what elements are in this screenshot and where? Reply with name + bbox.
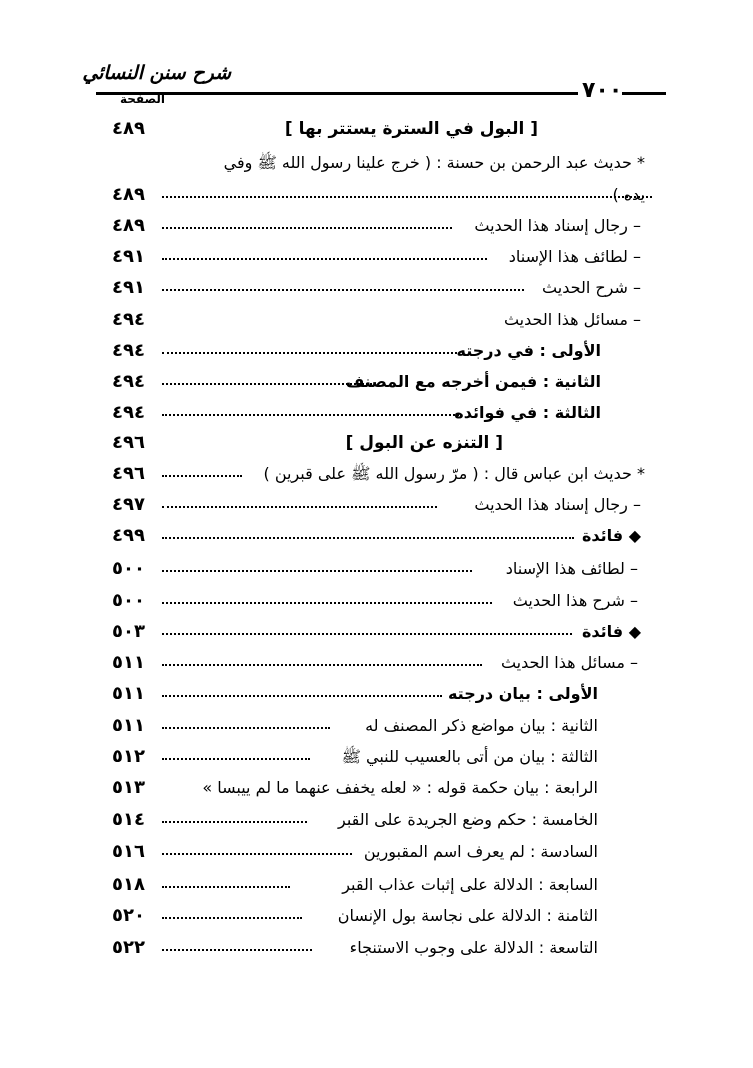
toc-page-number: ٤٨٩	[112, 184, 145, 205]
toc-entry-text: – شرح الحديث	[542, 278, 641, 297]
toc-entry-text: – مسائل هذا الحديث	[500, 653, 638, 672]
toc-row	[0, 398, 753, 428]
leader-dots	[162, 886, 290, 888]
toc-page-number: ٤٩٤	[112, 309, 145, 330]
toc-row	[0, 773, 753, 803]
leader-dots	[162, 695, 442, 697]
toc-row	[0, 114, 753, 144]
leader-dots	[162, 570, 472, 572]
leader-dots	[162, 227, 452, 229]
leader-dots	[162, 664, 482, 666]
toc-entry-text: الأولى : في درجته	[456, 341, 601, 360]
book-title: شرح سنن النسائي	[82, 62, 231, 84]
toc-row	[0, 805, 753, 835]
toc-page-number: ٤٩٩	[112, 525, 145, 546]
toc-entry-text: الثانية : فيمن أخرجه مع المصنف	[345, 372, 601, 391]
toc-entry-text: الثالثة : في فوائده	[454, 403, 601, 422]
toc-row	[0, 148, 753, 178]
toc-row	[0, 901, 753, 931]
leader-dots	[162, 633, 572, 635]
leader-dots	[162, 383, 372, 385]
toc-page-number: ٥١١	[112, 683, 145, 704]
leader-dots	[162, 602, 492, 604]
toc-page-number: ٥٠٠	[112, 590, 145, 611]
toc-entry-text: – رجال إسناد هذا الحديث	[474, 495, 641, 514]
toc-page-number: ٥١٦	[112, 841, 145, 862]
page-column-label: الصفحة	[120, 92, 166, 106]
toc-row	[0, 711, 753, 741]
section-heading: [ التنزه عن البول ]	[345, 433, 503, 453]
section-heading: [ البول في السترة يستتر بها ]	[284, 119, 538, 139]
toc-entry-text: – لطائف هذا الإسناد	[508, 247, 641, 266]
toc-page-number: ٥٠٠	[112, 558, 145, 579]
toc-entry-text: الثامنة : الدلالة على نجاسة بول الإنسان	[337, 906, 598, 925]
toc-entry-text: الأولى : بيان درجته	[447, 684, 598, 703]
toc-row	[0, 837, 753, 867]
toc-row	[0, 242, 753, 272]
leader-dots	[162, 949, 312, 951]
leader-dots	[162, 537, 574, 539]
toc-row	[0, 521, 753, 551]
page-number: ٧٠٠	[582, 78, 623, 103]
leader-dots	[162, 414, 462, 416]
toc-row	[0, 870, 753, 900]
toc-page-number: ٤٩٤	[112, 371, 145, 392]
toc-entry-text: – مسائل هذا الحديث	[503, 310, 641, 329]
toc-row	[0, 336, 753, 366]
toc-row	[0, 305, 753, 335]
toc-page-number: ٥١٤	[112, 809, 145, 830]
toc-entry-text: الثالثة : بيان من أتى بالعسيب للنبي ﷺ	[341, 747, 598, 766]
toc-row	[0, 367, 753, 397]
toc-page-number: ٤٨٩	[112, 215, 145, 236]
toc-page-number: ٤٩٤	[112, 340, 145, 361]
toc-page-number: ٥١١	[112, 652, 145, 673]
leader-dots	[162, 727, 330, 729]
leader-dots	[162, 917, 302, 919]
toc-page-number: ٤٩٦	[112, 432, 145, 453]
toc-row	[0, 617, 753, 647]
toc-row	[0, 933, 753, 963]
toc-entry-text: ◆ فائدة	[581, 622, 641, 641]
leader-dots	[162, 258, 487, 260]
toc-row	[0, 554, 753, 584]
toc-entry-text: * حديث عبد الرحمن بن حسنة : ( خرج علينا رسول الله ﷺ وفي	[223, 153, 645, 172]
toc-row	[0, 428, 753, 458]
toc-row	[0, 459, 753, 489]
leader-dots	[162, 352, 457, 354]
toc-entry-text: السابعة : الدلالة على إثبات عذاب القبر	[342, 875, 598, 894]
toc-row	[0, 742, 753, 772]
toc-page-number: ٤٩١	[112, 277, 145, 298]
toc-entry-text: – رجال إسناد هذا الحديث	[474, 216, 641, 235]
toc-row	[0, 211, 753, 241]
toc-row	[0, 648, 753, 678]
leader-dots	[162, 506, 437, 508]
toc-row	[0, 679, 753, 709]
toc-page-number: ٥١٣	[112, 777, 145, 798]
toc-entry-text: التاسعة : الدلالة على وجوب الاستنجاء	[349, 938, 598, 957]
toc-entry-text: الخامسة : حكم وضع الجريدة على القبر	[337, 810, 598, 829]
toc-page-number: ٥١٢	[112, 746, 145, 767]
toc-row	[0, 490, 753, 520]
leader-dots	[162, 196, 652, 198]
toc-entry-text: * حديث ابن عباس قال : ( مرّ رسول الله ﷺ على قبرين )	[263, 464, 645, 483]
leader-dots	[162, 475, 242, 477]
toc-row	[0, 586, 753, 616]
toc-entry-text: – شرح هذا الحديث	[512, 591, 638, 610]
toc-page-number: ٥٢٠	[112, 905, 145, 926]
toc-page-number: ٤٩٦	[112, 463, 145, 484]
toc-page-number: ٥١٨	[112, 874, 145, 895]
toc-page-number: ٤٩٧	[112, 494, 145, 515]
toc-entry-text: يده )	[612, 185, 645, 204]
toc-page-number: ٤٨٩	[112, 118, 145, 139]
toc-row	[0, 273, 753, 303]
leader-dots	[162, 289, 524, 291]
toc-page-number: ٤٩٤	[112, 402, 145, 423]
toc-page-number: ٤٩١	[112, 246, 145, 267]
toc-entry-text: – لطائف هذا الإسناد	[505, 559, 638, 578]
toc-page-number: ٥٢٢	[112, 937, 145, 958]
toc-entry-text: السادسة : لم يعرف اسم المقبورين	[363, 842, 598, 861]
toc-row	[0, 180, 753, 210]
leader-dots	[162, 821, 307, 823]
toc-entry-text: ◆ فائدة	[581, 526, 641, 545]
toc-entry-text: الثانية : بيان مواضع ذكر المصنف له	[365, 716, 598, 735]
leader-dots	[162, 853, 352, 855]
toc-page-number: ٥١١	[112, 715, 145, 736]
toc-page-number: ٥٠٣	[112, 621, 145, 642]
toc-entry-text: الرابعة : بيان حكمة قوله : « لعله يخفف عنهما ما لم ييبسا »	[202, 778, 598, 797]
leader-dots	[162, 758, 310, 760]
